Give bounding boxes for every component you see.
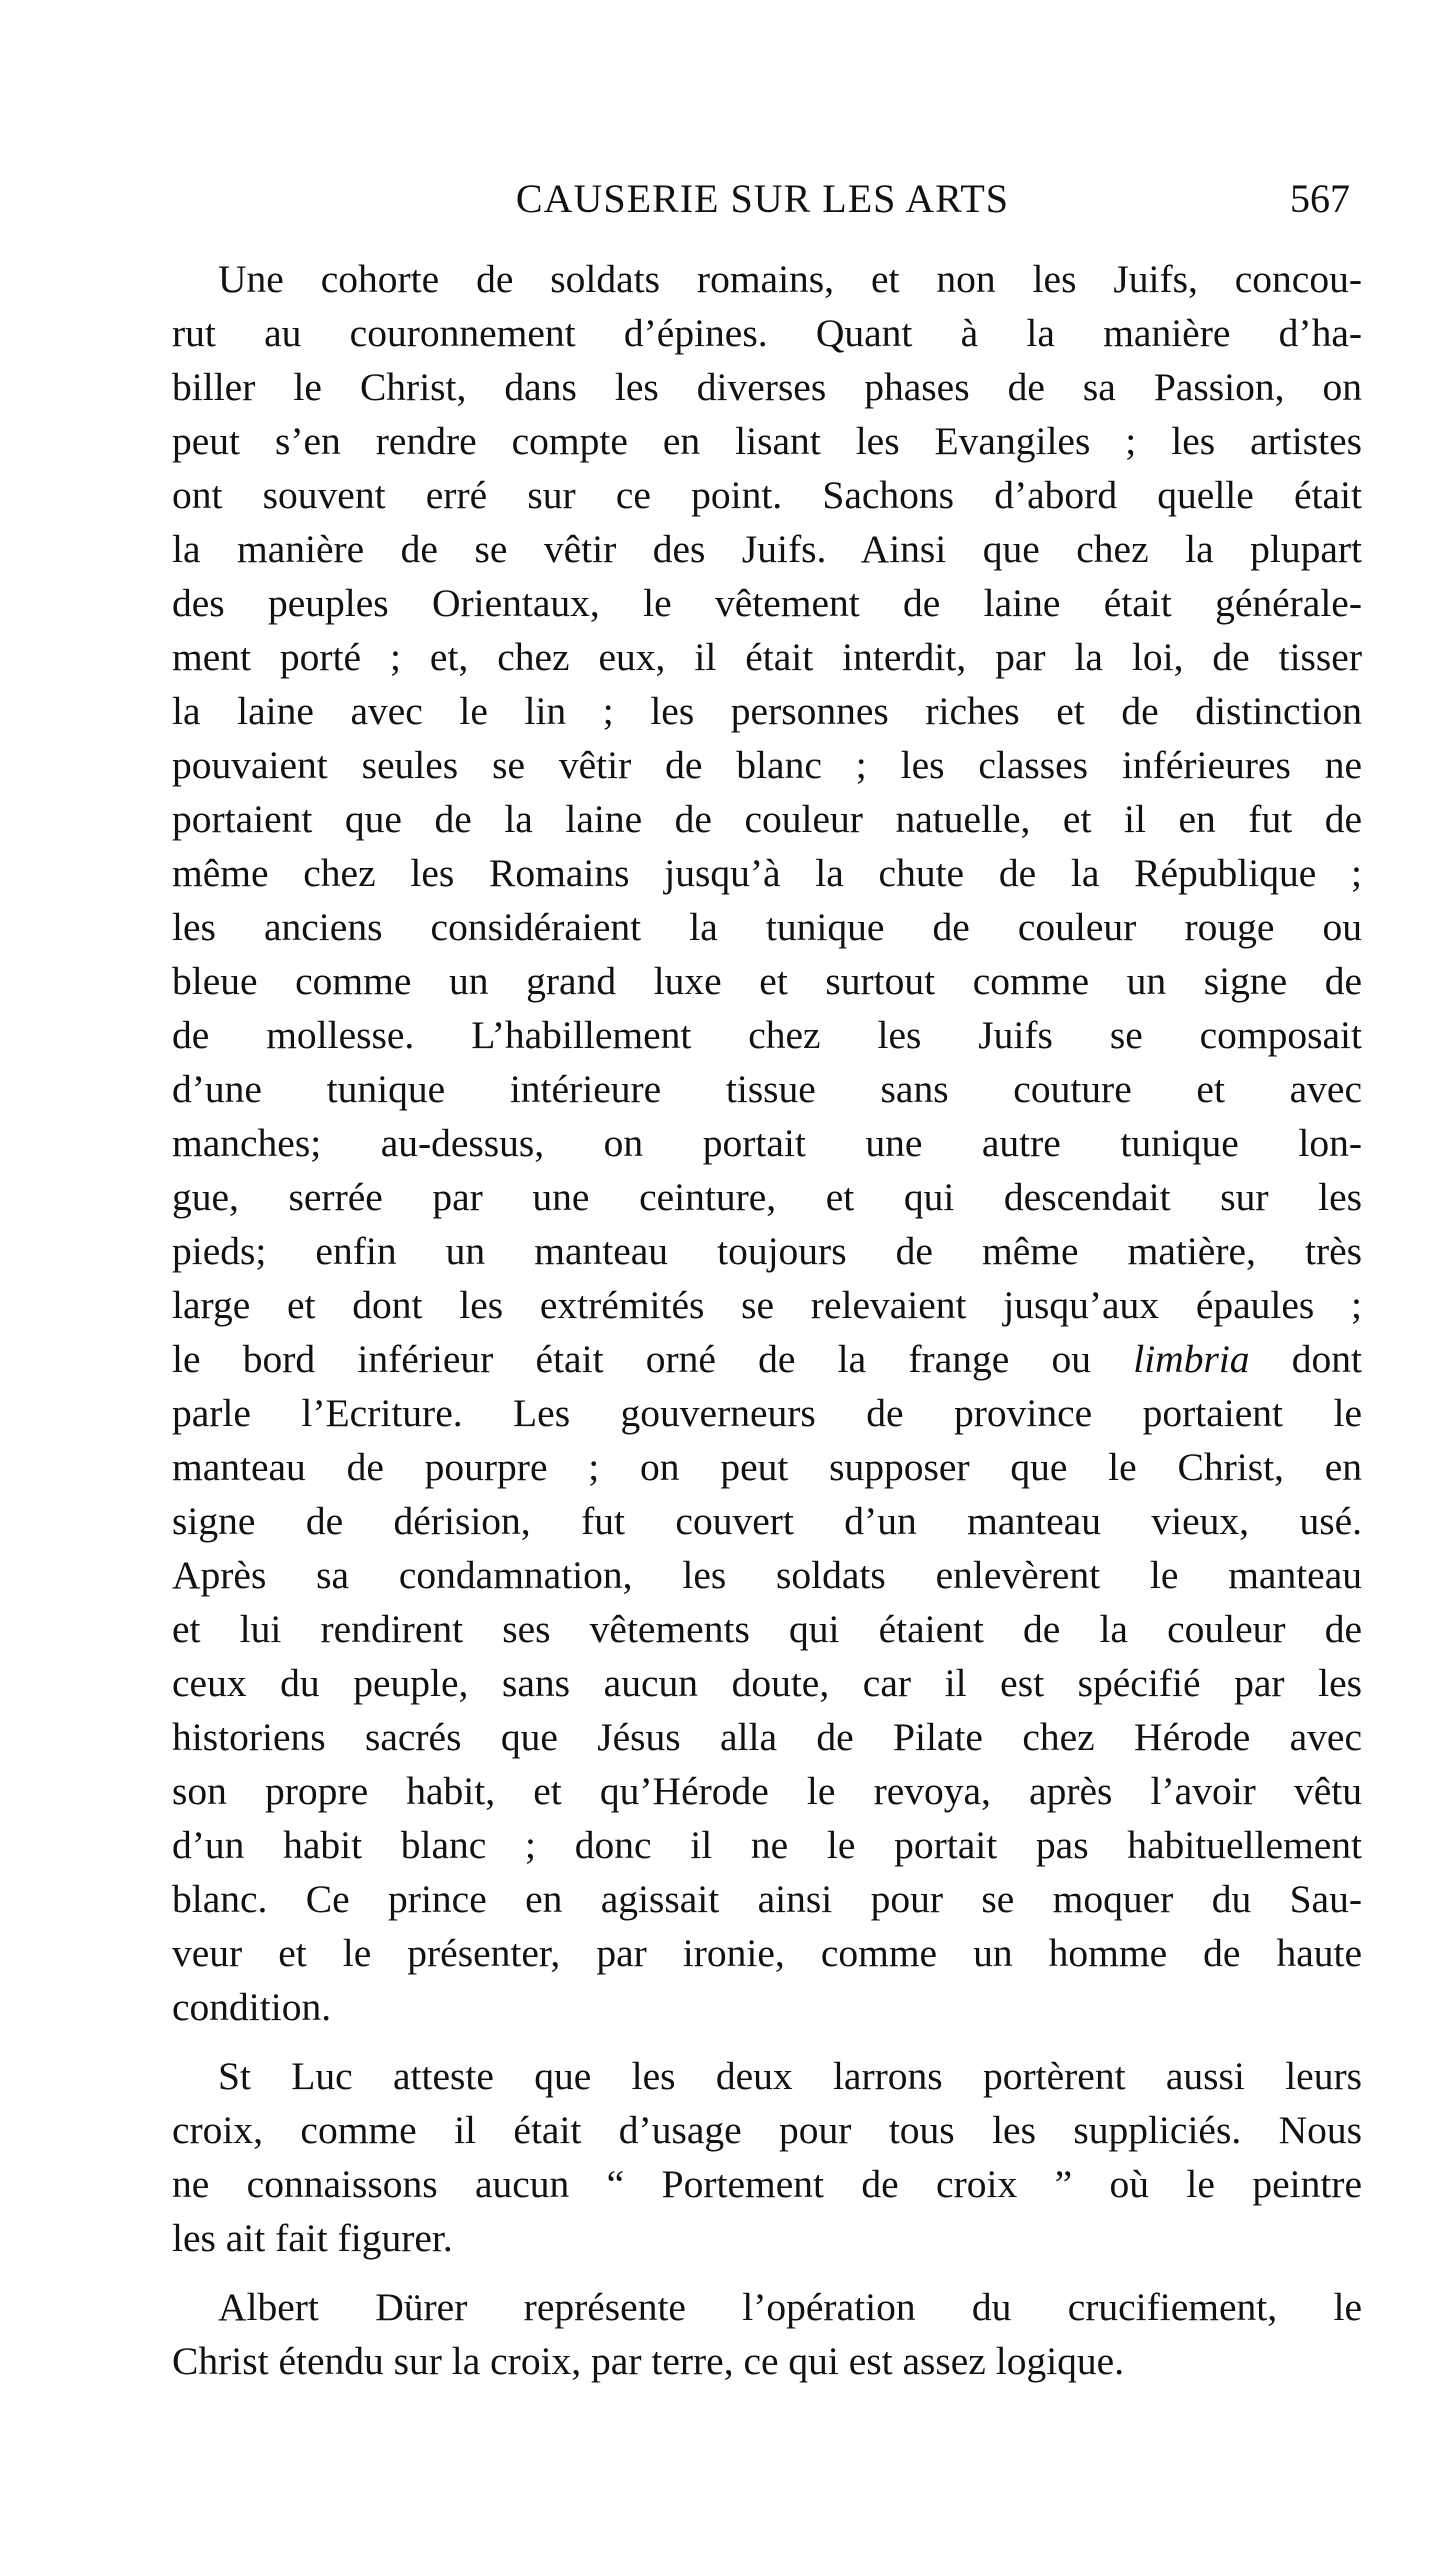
- text-line: condition.: [172, 1985, 332, 2029]
- text-line: manches; au-dessus, on portait une autre tunique lon-: [172, 1121, 1362, 1165]
- running-head: [175, 172, 1350, 226]
- italic-term: limbria: [1133, 1337, 1250, 1381]
- body-text: [172, 252, 1362, 2403]
- text-line: bleue comme un grand luxe et surtout comme un signe de: [172, 959, 1362, 1003]
- text-line: d’un habit blanc ; donc il ne le portait pas habituellement: [172, 1823, 1362, 1867]
- text-line: portaient que de la laine de couleur natuelle, et il en fut de: [172, 797, 1362, 841]
- running-title: CAUSERIE SUR LES ARTS: [515, 176, 1010, 221]
- text-line: gue, serrée par une ceinture, et qui descendait sur les: [172, 1175, 1362, 1219]
- text-line: de mollesse. L’habillement chez les Juifs se composait: [172, 1013, 1362, 1057]
- text-line: et lui rendirent ses vêtements qui étaient de la couleur de: [172, 1607, 1362, 1651]
- text-line: d’une tunique intérieure tissue sans couture et avec: [172, 1067, 1362, 1111]
- text-line: la laine avec le lin ; les personnes riches et de distinction: [172, 689, 1362, 733]
- text-line: signe de dérision, fut couvert d’un manteau vieux, usé.: [172, 1499, 1362, 1543]
- text-line: ceux du peuple, sans aucun doute, car il est spécifié par les: [172, 1661, 1362, 1705]
- page-number: 567: [1290, 176, 1350, 221]
- paragraph-1: [172, 252, 1362, 2034]
- text-segment: le bord inférieur était orné de la frange ou: [172, 1337, 1091, 1381]
- paragraph-2: [172, 2049, 1362, 2265]
- text-line: large et dont les extrémités se relevaient jusqu’aux épaules ;: [172, 1283, 1362, 1327]
- text-line: Après sa condamnation, les soldats enlevèrent le manteau: [172, 1553, 1362, 1597]
- text-line: ont souvent erré sur ce point. Sachons d’abord quelle était: [172, 473, 1362, 517]
- text-line: ment porté ; et, chez eux, il était interdit, par la loi, de tisser: [172, 635, 1362, 679]
- text-line: historiens sacrés que Jésus alla de Pilate chez Hérode avec: [172, 1715, 1362, 1759]
- text-line: peut s’en rendre compte en lisant les Evangiles ; les artistes: [172, 419, 1362, 463]
- text-line: son propre habit, et qu’Hérode le revoya, après l’avoir vêtu: [172, 1769, 1362, 1813]
- text-line: la manière de se vêtir des Juifs. Ainsi que chez la plupart: [172, 527, 1362, 571]
- text-line: les ait fait figurer.: [172, 2216, 453, 2260]
- text-line: veur et le présenter, par ironie, comme un homme de haute: [172, 1931, 1362, 1975]
- text-line: des peuples Orientaux, le vêtement de laine était générale-: [172, 581, 1362, 625]
- text-line: Christ étendu sur la croix, par terre, ce qui est assez logique.: [172, 2339, 1125, 2383]
- text-line: blanc. Ce prince en agissait ainsi pour se moquer du Sau-: [172, 1877, 1362, 1921]
- text-line: même chez les Romains jusqu’à la chute de la République ;: [172, 851, 1362, 895]
- text-line: biller le Christ, dans les diverses phases de sa Passion, on: [172, 365, 1362, 409]
- text-line: manteau de pourpre ; on peut supposer que le Christ, en: [172, 1445, 1362, 1489]
- text-line-with-italic: [172, 1332, 1362, 1386]
- text-line: Une cohorte de soldats romains, et non les Juifs, concou-: [218, 257, 1362, 301]
- text-line: pieds; enfin un manteau toujours de même matière, très: [172, 1229, 1362, 1273]
- paragraph-3: [172, 2280, 1362, 2388]
- text-line: ne connaissons aucun “ Portement de croix ” où le peintre: [172, 2162, 1362, 2206]
- text-line: parle l’Ecriture. Les gouverneurs de province portaient le: [172, 1391, 1362, 1435]
- text-line: Albert Dürer représente l’opération du crucifiement, le: [218, 2285, 1362, 2329]
- text-line: croix, comme il était d’usage pour tous les suppliciés. Nous: [172, 2108, 1362, 2152]
- text-line: les anciens considéraient la tunique de couleur rouge ou: [172, 905, 1362, 949]
- text-line: pouvaient seules se vêtir de blanc ; les classes inférieures ne: [172, 743, 1362, 787]
- text-segment: dont: [1291, 1337, 1363, 1381]
- text-line: St Luc atteste que les deux larrons portèrent aussi leurs: [218, 2054, 1362, 2098]
- text-line: rut au couronnement d’épines. Quant à la manière d’ha-: [172, 311, 1362, 355]
